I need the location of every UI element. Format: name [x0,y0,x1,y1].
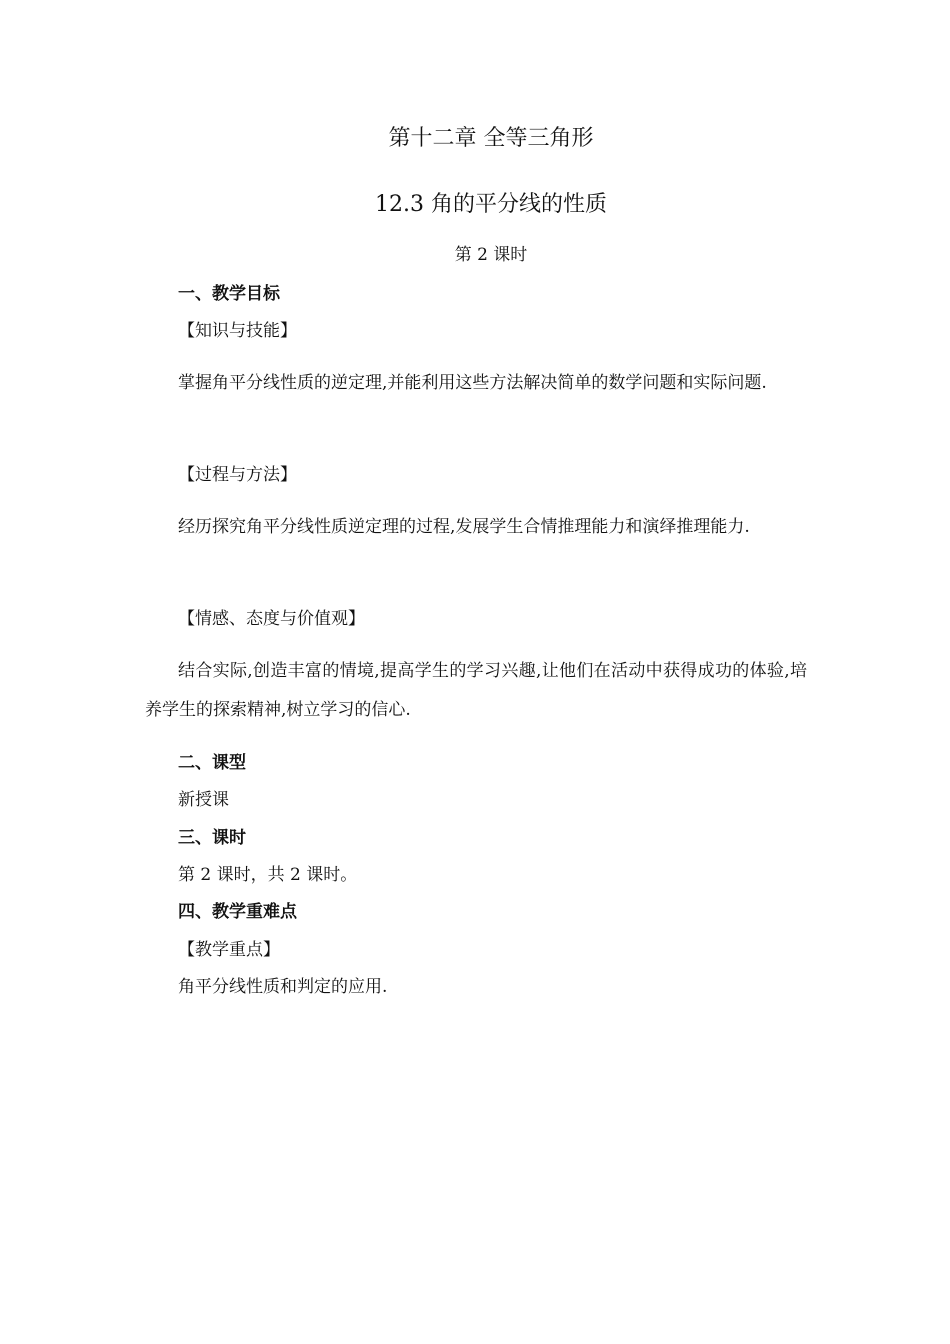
knowledge-label: 【知识与技能】 [178,321,297,341]
lesson-type-heading: 二、课型 [178,753,246,773]
focus-label: 【教学重点】 [178,940,280,960]
section-title: 12.3 角的平分线的性质 [375,192,607,217]
periods-heading: 三、课时 [178,828,246,848]
knowledge-paragraph: 掌握角平分线性质的逆定理,并能利用这些方法解决简单的数学问题和实际问题. [178,373,767,393]
lesson-type-value: 新授课 [178,790,229,810]
attitude-paragraph: 结合实际,创造丰富的情境,提高学生的学习兴趣,让他们在活动中获得成功的体验,培养学生的探索精神,树立学习的信心. [145,661,807,720]
chapter-title: 第十二章 全等三角形 [388,126,594,151]
process-label: 【过程与方法】 [178,465,297,485]
process-paragraph: 经历探究角平分线性质逆定理的过程,发展学生合情推理能力和演绎推理能力. [178,517,750,537]
objectives-heading: 一、教学目标 [178,284,280,304]
key-points-heading: 四、教学重难点 [178,902,297,922]
attitude-label: 【情感、态度与价值观】 [178,609,365,629]
lesson-label: 第 2 课时 [454,245,528,265]
periods-value: 第 2 课时，共 2 课时。 [178,865,358,885]
focus-text: 角平分线性质和判定的应用. [178,977,388,997]
